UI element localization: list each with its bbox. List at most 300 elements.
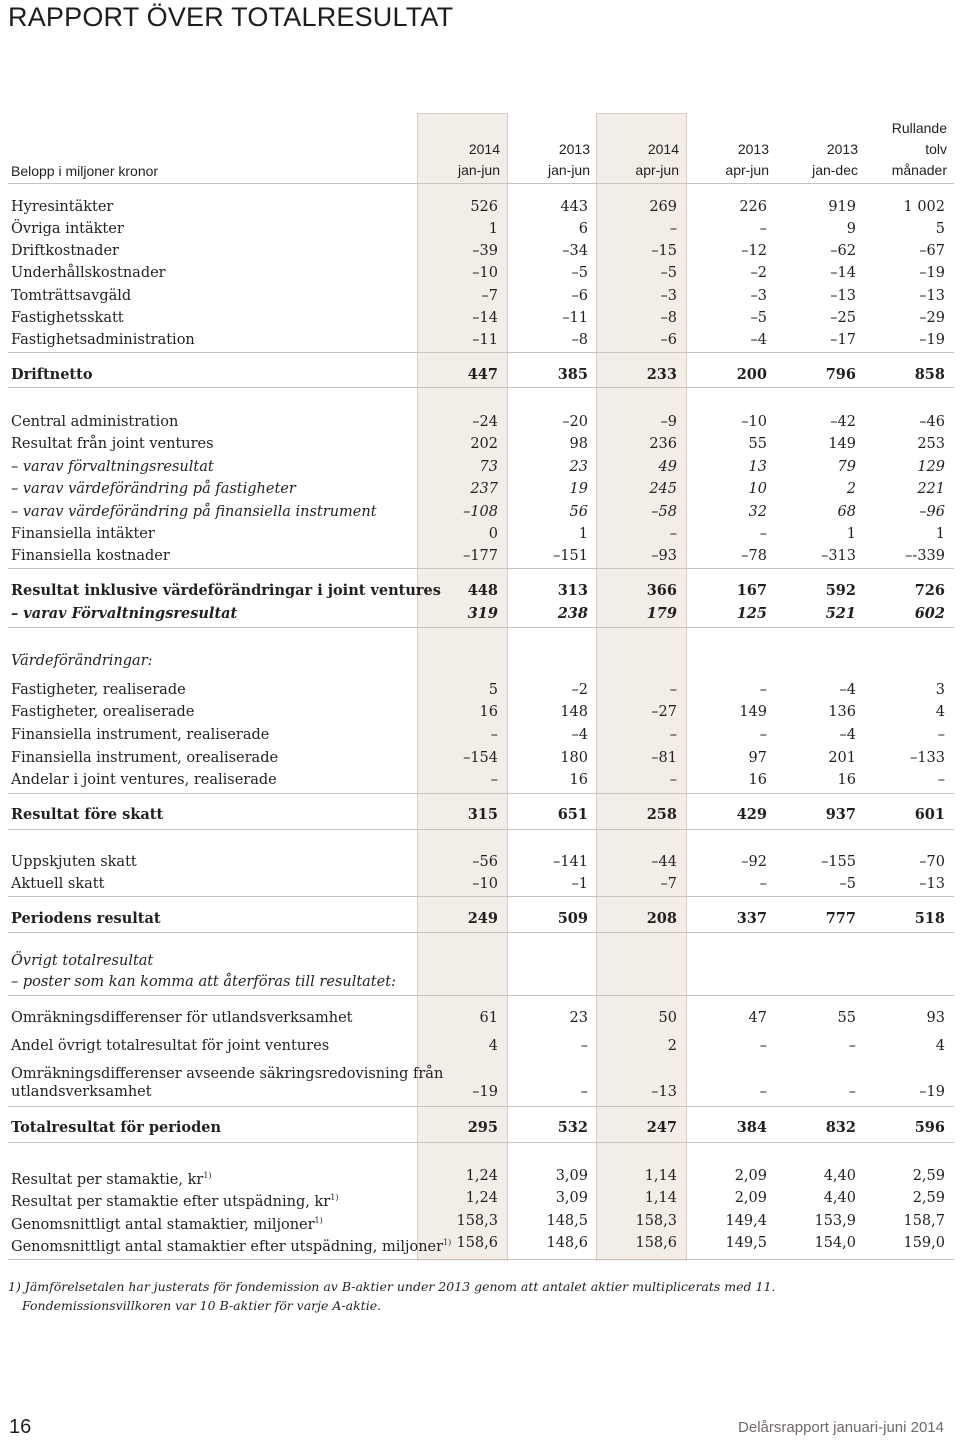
- cell-col-1: –24: [472, 414, 498, 430]
- cell-col-3: 236: [649, 436, 677, 452]
- row-label: [11, 1232, 451, 1258]
- cell-col-6: 4: [935, 1038, 945, 1054]
- cell-col-4: 384: [736, 1119, 767, 1136]
- row-label-text: Omräkningsdifferenser för utlandsverksamhet: [11, 1010, 353, 1026]
- row-label: [11, 501, 377, 523]
- cell-col-6: 602: [914, 605, 945, 622]
- table-row: [0, 851, 960, 873]
- table-row: [0, 1035, 960, 1057]
- row-label-text: Resultat per stamaktie, kr: [11, 1171, 204, 1188]
- cell-col-3: –: [669, 727, 677, 743]
- table-row: [0, 1165, 960, 1187]
- cell-col-5: 919: [828, 199, 856, 215]
- row-label-text: Uppskjuten skatt: [11, 854, 137, 870]
- row-label-text: – varav Förvaltningsresultat: [11, 605, 238, 622]
- row-label: [11, 240, 119, 262]
- row-label-text: Andelar i joint ventures, realiserade: [11, 772, 277, 788]
- row-label: [11, 523, 155, 545]
- cell-col-4: 200: [736, 366, 767, 383]
- cell-col-2: –151: [553, 548, 588, 564]
- cell-col-3: –8: [660, 310, 677, 326]
- cell-col-6: 858: [914, 366, 945, 383]
- table-row: [0, 650, 960, 672]
- report-name: Delårsrapport januari-juni 2014: [738, 1419, 944, 1436]
- column-header-1-line-3: jan-jun: [457, 162, 500, 178]
- row-label-text: Finansiella kostnader: [11, 548, 170, 564]
- cell-col-5: 68: [837, 504, 856, 520]
- cell-col-6: –96: [919, 504, 945, 520]
- cell-col-6: 221: [917, 481, 945, 497]
- cell-col-1: –177: [463, 548, 498, 564]
- row-label-text: Omräkningsdifferenser avseende säkringsredovisning från: [11, 1066, 444, 1082]
- cell-col-4: –: [759, 1038, 767, 1054]
- row-label-text: Resultat inklusive värdeförändringar i joint ventures: [11, 582, 441, 599]
- cell-col-2: 6: [578, 221, 588, 237]
- cell-col-2: –6: [571, 288, 588, 304]
- cell-col-6: –19: [919, 265, 945, 281]
- row-label: [11, 478, 296, 500]
- cell-col-3: –13: [651, 1084, 677, 1100]
- cell-col-5: –25: [830, 310, 856, 326]
- cell-col-5: –17: [830, 332, 856, 348]
- cell-col-3: 1,14: [644, 1168, 677, 1184]
- cell-col-2: –1: [571, 876, 588, 892]
- row-label: [11, 650, 153, 672]
- cell-col-5: –: [848, 1084, 856, 1100]
- cell-col-4: 55: [748, 436, 767, 452]
- row-label-text: Andel övrigt totalresultat för joint ventures: [11, 1038, 330, 1054]
- cell-col-2: –: [580, 1084, 588, 1100]
- cell-col-4: –: [759, 526, 767, 542]
- cell-col-5: 4,40: [823, 1190, 856, 1206]
- cell-col-6: 4: [935, 704, 945, 720]
- cell-col-4: –: [759, 1084, 767, 1100]
- cell-col-5: –4: [839, 682, 856, 698]
- cell-col-3: –93: [651, 548, 677, 564]
- cell-col-6: –19: [919, 332, 945, 348]
- table-row: [0, 1210, 960, 1232]
- row-label: [11, 285, 131, 307]
- cell-col-2: 1: [578, 526, 588, 542]
- cell-col-1: –: [490, 772, 498, 788]
- column-header-3-line-3: apr-jun: [635, 162, 679, 178]
- table-row: [0, 769, 960, 791]
- row-label: [11, 433, 214, 455]
- cell-col-5: –: [848, 1038, 856, 1054]
- table-row: [0, 701, 960, 723]
- cell-col-1: 447: [467, 366, 498, 383]
- row-label: [11, 364, 93, 386]
- column-header-2-line-3: jan-jun: [547, 162, 590, 178]
- column-header-6-line-2: tolv: [925, 141, 947, 157]
- row-label: [11, 971, 396, 993]
- footnote-marker: 1): [330, 1193, 339, 1202]
- section-rule: [8, 568, 954, 569]
- cell-col-4: –78: [741, 548, 767, 564]
- row-label-text: – varav förvaltningsresultat: [11, 459, 214, 475]
- column-header-1-line-2: 2014: [468, 141, 500, 157]
- cell-col-4: 2,09: [734, 1168, 767, 1184]
- cell-col-4: –10: [741, 414, 767, 430]
- row-label: [11, 411, 178, 433]
- cell-col-4: 13: [748, 459, 767, 475]
- cell-col-1: 249: [467, 910, 498, 927]
- cell-col-6: –133: [910, 750, 945, 766]
- row-label: [11, 701, 194, 723]
- cell-col-5: 937: [825, 806, 856, 823]
- cell-col-3: –: [669, 682, 677, 698]
- cell-col-5: 201: [828, 750, 856, 766]
- cell-col-1: 202: [470, 436, 498, 452]
- row-label-text: Finansiella intäkter: [11, 526, 155, 542]
- cell-col-1: 315: [467, 806, 498, 823]
- row-label: [11, 545, 170, 567]
- cell-col-4: 32: [748, 504, 767, 520]
- cell-col-2: –11: [562, 310, 588, 326]
- column-header-5-line-2: 2013: [826, 141, 858, 157]
- table-row: [0, 580, 960, 602]
- cell-col-4: 149: [739, 704, 767, 720]
- cell-col-3: 233: [646, 366, 677, 383]
- section-rule: [8, 352, 954, 353]
- row-label-text: Övrigt totalresultat: [11, 953, 154, 969]
- cell-col-4: –3: [750, 288, 767, 304]
- cell-col-3: –: [669, 221, 677, 237]
- table-row: [0, 724, 960, 746]
- cell-col-6: 2,59: [912, 1190, 945, 1206]
- cell-col-4: –92: [741, 854, 767, 870]
- cell-col-3: –3: [660, 288, 677, 304]
- row-label: [11, 1007, 352, 1029]
- cell-col-4: –: [759, 876, 767, 892]
- cell-col-3: –44: [651, 854, 677, 870]
- cell-col-2: 532: [557, 1119, 588, 1136]
- cell-col-1: –14: [472, 310, 498, 326]
- table-row: [0, 603, 960, 625]
- cell-col-5: 832: [825, 1119, 856, 1136]
- cell-col-1: 319: [467, 605, 498, 622]
- row-label-text: Fastigheter, realiserade: [11, 682, 186, 698]
- cell-col-5: 136: [828, 704, 856, 720]
- row-label-text: Underhållskostnader: [11, 265, 166, 281]
- section-rule: [8, 793, 954, 794]
- row-label-text: Driftkostnader: [11, 243, 119, 259]
- row-label: [11, 1117, 221, 1139]
- cell-col-4: –4: [750, 332, 767, 348]
- cell-col-4: 167: [736, 582, 767, 599]
- cell-col-6: –29: [919, 310, 945, 326]
- cell-col-6: 3: [935, 682, 945, 698]
- cell-col-2: –5: [571, 265, 588, 281]
- cell-col-3: 2: [667, 1038, 677, 1054]
- table-row: [0, 433, 960, 455]
- cell-col-3: –5: [660, 265, 677, 281]
- cell-col-3: 158,6: [635, 1235, 677, 1251]
- row-label: [11, 456, 214, 478]
- row-label-text: Central administration: [11, 414, 179, 430]
- cell-col-6: 2,59: [912, 1168, 945, 1184]
- table-row: [0, 411, 960, 433]
- cell-col-1: –: [490, 727, 498, 743]
- cell-col-2: 313: [557, 582, 588, 599]
- table-row: [0, 262, 960, 284]
- footnote-marker: 1): [203, 1171, 212, 1180]
- cell-col-2: –: [580, 1038, 588, 1054]
- cell-col-2: –8: [571, 332, 588, 348]
- cell-col-3: 1,14: [644, 1190, 677, 1206]
- cell-col-6: 93: [926, 1010, 945, 1026]
- cell-col-2: 148,5: [546, 1213, 588, 1229]
- cell-col-3: –58: [651, 504, 677, 520]
- cell-col-5: 521: [825, 605, 856, 622]
- cell-col-6: –67: [919, 243, 945, 259]
- row-label-text: – varav värdeförändring på finansiella instrument: [11, 504, 377, 520]
- cell-col-2: –141: [553, 854, 588, 870]
- cell-col-4: 47: [748, 1010, 767, 1026]
- cell-col-6: 518: [914, 910, 945, 927]
- row-label: [11, 196, 113, 218]
- footnote-marker: 1): [314, 1216, 323, 1225]
- cell-col-1: –7: [481, 288, 498, 304]
- cell-col-1: 158,3: [456, 1213, 498, 1229]
- cell-col-3: 179: [646, 605, 677, 622]
- row-label: [11, 1035, 329, 1057]
- cell-col-6: 159,0: [903, 1235, 945, 1251]
- page-title: RAPPORT ÖVER TOTALRESULTAT: [8, 2, 454, 32]
- row-label: [11, 908, 161, 930]
- section-rule: [8, 896, 954, 897]
- column-header-2-line-2: 2013: [558, 141, 590, 157]
- cell-col-5: 4,40: [823, 1168, 856, 1184]
- column-header-4-line-3: apr-jun: [725, 162, 769, 178]
- row-label-text: Värdeförändringar:: [11, 653, 153, 669]
- header-rule: [8, 183, 954, 184]
- cell-col-6: –-339: [905, 548, 945, 564]
- row-label: [11, 1187, 338, 1213]
- row-label-text: Tomträttsavgäld: [11, 288, 132, 304]
- cell-col-1: 73: [479, 459, 498, 475]
- row-label-text: Hyresintäkter: [11, 199, 114, 215]
- section-rule: [8, 627, 954, 628]
- cell-col-3: 258: [646, 806, 677, 823]
- row-label-text: Finansiella instrument, orealiserade: [11, 750, 279, 766]
- table-row: [0, 1007, 960, 1029]
- cell-col-6: 1: [935, 526, 945, 542]
- row-label: [11, 769, 277, 791]
- cell-col-5: –14: [830, 265, 856, 281]
- cell-col-5: 16: [837, 772, 856, 788]
- cell-col-3: –6: [660, 332, 677, 348]
- cell-col-2: 19: [569, 481, 588, 497]
- row-label: [11, 950, 153, 972]
- amount-unit-label: Belopp i miljoner kronor: [11, 163, 159, 179]
- table-row: [0, 1232, 960, 1254]
- cell-col-3: –27: [651, 704, 677, 720]
- cell-col-5: –5: [839, 876, 856, 892]
- row-label-text: Finansiella instrument, realiserade: [11, 727, 270, 743]
- cell-col-2: 23: [569, 459, 588, 475]
- cell-col-3: 208: [646, 910, 677, 927]
- cell-col-5: 592: [825, 582, 856, 599]
- row-label: [11, 873, 104, 895]
- cell-col-4: 10: [748, 481, 767, 497]
- cell-col-1: 1,24: [465, 1190, 498, 1206]
- row-label-text: – varav värdeförändring på fastigheter: [11, 481, 296, 497]
- row-label: [11, 1081, 152, 1103]
- cell-col-3: 269: [649, 199, 677, 215]
- cell-col-3: –: [669, 526, 677, 542]
- row-label-text: utlandsverksamhet: [11, 1084, 152, 1100]
- cell-col-4: 125: [736, 605, 767, 622]
- cell-col-5: 9: [846, 221, 856, 237]
- cell-col-2: 16: [569, 772, 588, 788]
- table-row: [0, 950, 960, 972]
- table-row: [0, 364, 960, 386]
- cell-col-3: 158,3: [635, 1213, 677, 1229]
- cell-col-3: 366: [646, 582, 677, 599]
- cell-col-5: 2: [846, 481, 856, 497]
- cell-col-1: –11: [472, 332, 498, 348]
- table-row: [0, 329, 960, 351]
- cell-col-6: –13: [919, 288, 945, 304]
- cell-col-5: 154,0: [814, 1235, 856, 1251]
- cell-col-1: 1,24: [465, 1168, 498, 1184]
- cell-col-4: –: [759, 682, 767, 698]
- cell-col-4: 149,5: [725, 1235, 767, 1251]
- cell-col-5: 55: [837, 1010, 856, 1026]
- cell-col-2: 23: [569, 1010, 588, 1026]
- row-label: [11, 603, 237, 625]
- footnote-line-1: 1) Jämförelsetalen har justerats för fondemission av B-aktier under 2013 genom att antalet aktier multiplicerats med 11.: [8, 1279, 776, 1294]
- cell-col-3: –15: [651, 243, 677, 259]
- cell-col-1: 16: [479, 704, 498, 720]
- cell-col-5: 79: [837, 459, 856, 475]
- page-number: 16: [9, 1416, 32, 1438]
- cell-col-1: 0: [488, 526, 498, 542]
- cell-col-1: –56: [472, 854, 498, 870]
- cell-col-1: –154: [463, 750, 498, 766]
- cell-col-6: 1 002: [903, 199, 945, 215]
- row-label-text: Genomsnittligt antal stamaktier efter utspädning, miljoner: [11, 1238, 444, 1255]
- cell-col-3: –81: [651, 750, 677, 766]
- cell-col-6: –: [937, 772, 945, 788]
- cell-col-2: 651: [557, 806, 588, 823]
- cell-col-5: 153,9: [814, 1213, 856, 1229]
- cell-col-4: –: [759, 727, 767, 743]
- cell-col-6: –70: [919, 854, 945, 870]
- table-row: [0, 240, 960, 262]
- section-rule: [8, 829, 954, 830]
- cell-col-6: –: [937, 727, 945, 743]
- cell-col-6: –46: [919, 414, 945, 430]
- cell-col-2: 180: [560, 750, 588, 766]
- table-row: [0, 456, 960, 478]
- cell-col-1: 448: [467, 582, 498, 599]
- cell-col-5: –13: [830, 288, 856, 304]
- column-header-5-line-3: jan-dec: [812, 162, 858, 178]
- cell-col-3: –: [669, 772, 677, 788]
- cell-col-3: –7: [660, 876, 677, 892]
- cell-col-2: –4: [571, 727, 588, 743]
- section-rule: [8, 387, 954, 388]
- cell-col-4: 149,4: [725, 1213, 767, 1229]
- table-row: [0, 478, 960, 500]
- table-row: [0, 523, 960, 545]
- cell-col-2: 98: [569, 436, 588, 452]
- row-label-text: Aktuell skatt: [11, 876, 105, 892]
- cell-col-5: –4: [839, 727, 856, 743]
- cell-col-3: 247: [646, 1119, 677, 1136]
- row-label-text: Driftnetto: [11, 366, 93, 383]
- row-label: [11, 329, 195, 351]
- cell-col-1: –10: [472, 265, 498, 281]
- cell-col-4: 429: [736, 806, 767, 823]
- table-row: [0, 1117, 960, 1139]
- row-label-text: Resultat från joint ventures: [11, 436, 214, 452]
- cell-col-5: 1: [846, 526, 856, 542]
- cell-col-2: 56: [569, 504, 588, 520]
- section-rule: [8, 1106, 954, 1107]
- row-label-text: Totalresultat för perioden: [11, 1119, 222, 1136]
- cell-col-2: 238: [557, 605, 588, 622]
- cell-col-1: 1: [488, 221, 498, 237]
- cell-col-6: 601: [914, 806, 945, 823]
- row-label: [11, 851, 137, 873]
- cell-col-4: –12: [741, 243, 767, 259]
- cell-col-1: –10: [472, 876, 498, 892]
- row-label-text: Fastighetsskatt: [11, 310, 124, 326]
- row-label-text: Resultat före skatt: [11, 806, 164, 823]
- section-rule: [8, 932, 954, 933]
- cell-col-6: 726: [914, 582, 945, 599]
- cell-col-4: 16: [748, 772, 767, 788]
- cell-col-2: 3,09: [555, 1168, 588, 1184]
- table-header: [0, 118, 960, 180]
- section-rule: [8, 995, 954, 996]
- cell-col-5: –62: [830, 243, 856, 259]
- table-row: [0, 1081, 960, 1103]
- table-row: [0, 908, 960, 930]
- row-label-text: Fastighetsadministration: [11, 332, 195, 348]
- cell-col-6: –19: [919, 1084, 945, 1100]
- cell-col-1: –39: [472, 243, 498, 259]
- cell-col-5: 149: [828, 436, 856, 452]
- cell-col-3: 245: [649, 481, 677, 497]
- cell-col-5: 777: [825, 910, 856, 927]
- row-label: [11, 307, 124, 329]
- row-label: [11, 262, 166, 284]
- row-label: [11, 218, 124, 240]
- cell-col-6: 596: [914, 1119, 945, 1136]
- cell-col-1: 61: [479, 1010, 498, 1026]
- section-rule: [8, 1142, 954, 1143]
- cell-col-2: 148,6: [546, 1235, 588, 1251]
- row-label-text: Fastigheter, orealiserade: [11, 704, 195, 720]
- cell-col-3: –9: [660, 414, 677, 430]
- cell-col-6: 253: [917, 436, 945, 452]
- column-header-3-line-2: 2014: [647, 141, 679, 157]
- cell-col-2: 148: [560, 704, 588, 720]
- cell-col-4: 226: [739, 199, 767, 215]
- cell-col-1: –108: [463, 504, 498, 520]
- cell-col-1: 526: [470, 199, 498, 215]
- cell-col-3: 50: [658, 1010, 677, 1026]
- table-row: [0, 218, 960, 240]
- cell-col-2: 509: [557, 910, 588, 927]
- table-row: [0, 971, 960, 993]
- cell-col-4: 97: [748, 750, 767, 766]
- column-header-6-line-3: månader: [891, 162, 947, 178]
